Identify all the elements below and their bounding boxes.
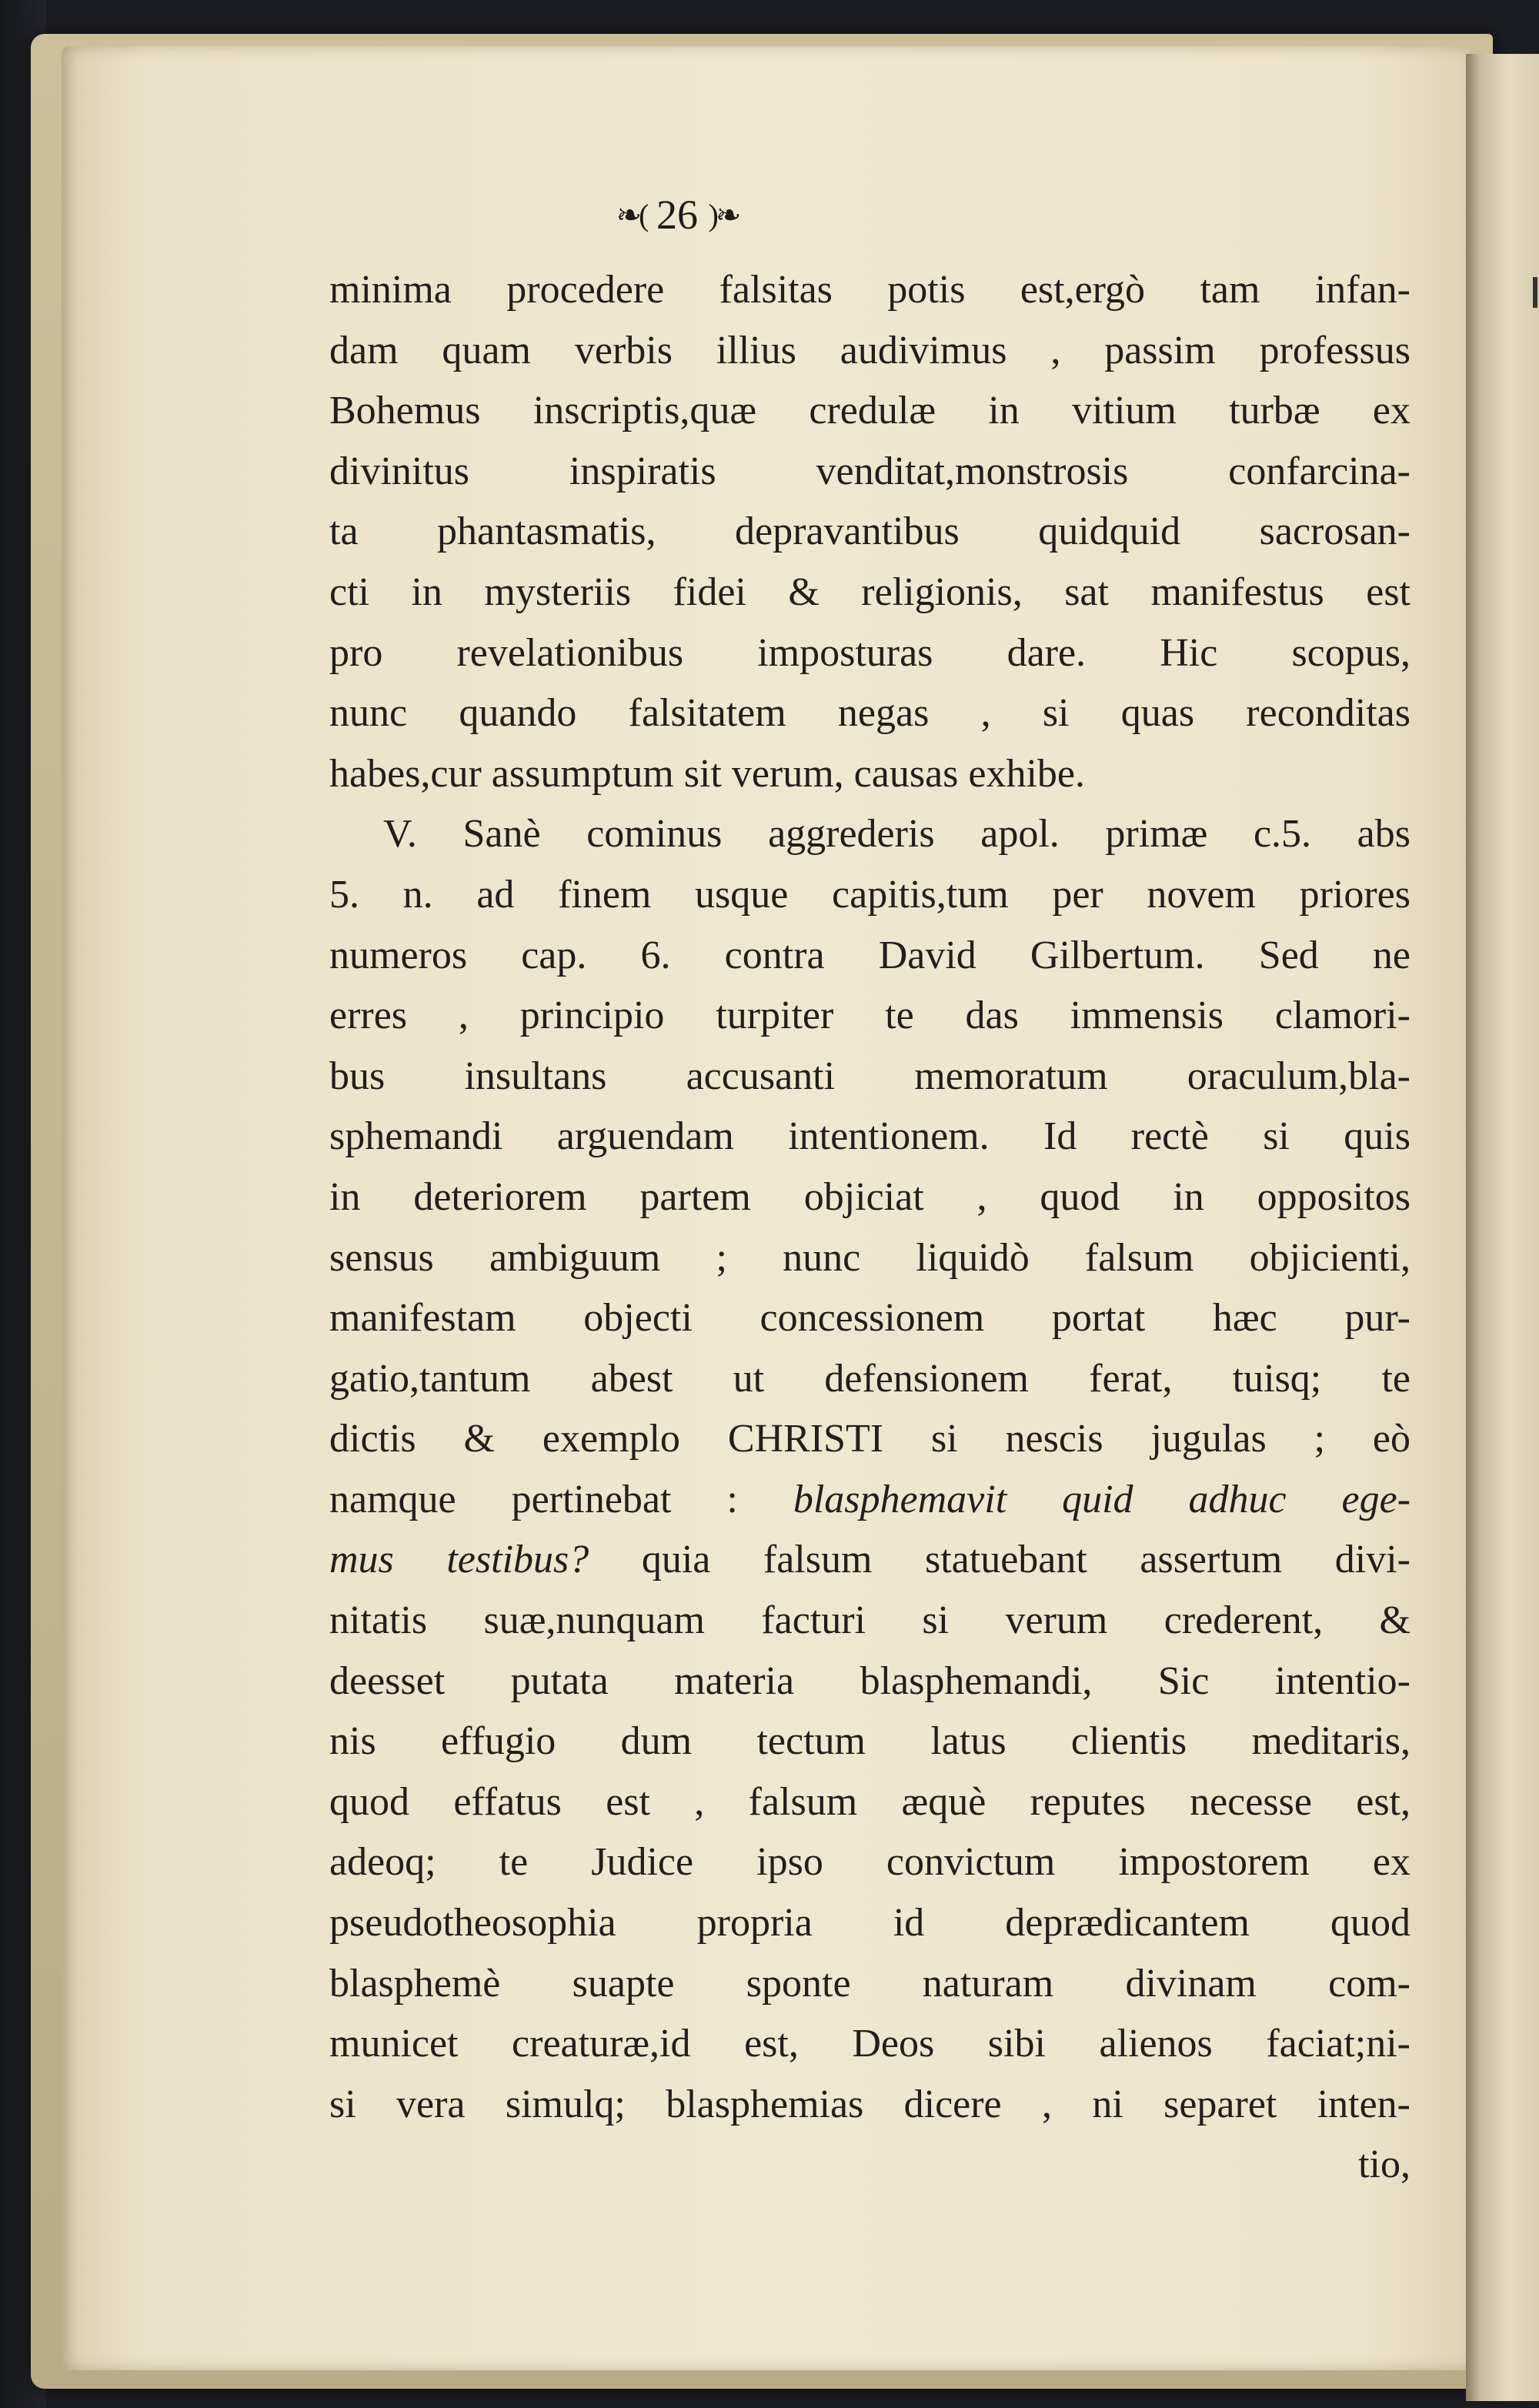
text-line: manifestam objecti concessionem portat hæc pur- [329, 1296, 1410, 1341]
body-text [329, 260, 1410, 2196]
running-head [0, 191, 1447, 239]
italic-quotation: blasphemavit quid adhuc ege- [793, 1477, 1411, 1521]
text-line: nunc quando falsitatem negas , si quas reconditas [329, 691, 1410, 736]
text-line: dictis & exemplo CHRISTI si nescis jugulas ; eò [329, 1417, 1410, 1461]
text-line: nis effugio dum tectum latus clientis meditaris, [329, 1719, 1410, 1764]
page-number: 26 [656, 192, 698, 238]
text-line: si vera simulq; blasphemias dicere , ni separet inten- [329, 2082, 1410, 2126]
text-line: nitatis suæ,nunquam facturi si verum crederent, & [329, 1598, 1410, 1643]
facing-page-edge [1466, 54, 1539, 2401]
text-line [329, 1530, 1410, 1591]
text-line: cti in mysteriis fidei & religionis, sat manifestus est [329, 569, 1410, 614]
facing-page-glyph-fragment [1533, 277, 1537, 308]
italic-quotation: mus testibus? [329, 1538, 589, 1582]
text-line: gatio,tantum abest ut defensionem ferat, tuisq; te [329, 1356, 1410, 1401]
text-line: divinitus inspiratis venditat,monstrosis confarcina- [329, 449, 1410, 493]
text-line: erres , principio turpiter te das immensis clamori- [329, 994, 1410, 1038]
catchword: tio, [1358, 2142, 1410, 2187]
text-line: 5. n. ad finem usque capitis,tum per novem priores [329, 872, 1410, 917]
text-line: deesset putata materia blasphemandi, Sic intentio- [329, 1658, 1410, 1703]
text-line: numeros cap. 6. contra David Gilbertum. Sed ne [329, 933, 1410, 977]
text-line: blasphemè suapte sponte naturam divinam com- [329, 1961, 1410, 2006]
text-line: bus insultans accusanti memoratum oraculum,bla- [329, 1054, 1410, 1098]
text-line: dam quam verbis illius audivimus , passim professus [329, 328, 1410, 372]
text-line: sensus ambiguum ; nunc liquidò falsum objicienti, [329, 1235, 1410, 1280]
text-line: adeoq; te Judice ipso convictum impostorem ex [329, 1840, 1410, 1885]
text-line: Bohemus inscriptis,quæ credulæ in vitium turbæ ex [329, 389, 1410, 433]
text-line: quod effatus est , falsum æquè reputes necesse est, [329, 1779, 1410, 1824]
section-heading-line: V. Sanè cominus aggrederis apol. primæ c.5. abs [383, 812, 1410, 857]
text-run: namque pertinebat : [329, 1477, 738, 1521]
text-line: minima procedere falsitas potis est,ergò tam infan- [329, 268, 1410, 312]
text-line: in deteriorem partem objiciat , quod in oppositos [329, 1174, 1410, 1219]
text-run: quia falsum statuebant assertum divi- [641, 1538, 1410, 1582]
text-line: pro revelationibus imposturas dare. Hic scopus, [329, 630, 1410, 675]
text-line [329, 1470, 1410, 1531]
ornament-right-icon: )❧ [708, 198, 739, 232]
ornament-left-icon: ❧( [616, 198, 646, 232]
text-line: habes,cur assumptum sit verum, causas exhibe. [329, 751, 1085, 796]
text-line: ta phantasmatis, depravantibus quidquid sacrosan- [329, 509, 1410, 554]
text-line: sphemandi arguendam intentionem. Id rectè si quis [329, 1114, 1410, 1159]
text-line: pseudotheosophia propria id deprædicantem quod [329, 1901, 1410, 1945]
text-line: municet creaturæ,id est, Deos sibi alienos faciat;ni- [329, 2022, 1410, 2066]
